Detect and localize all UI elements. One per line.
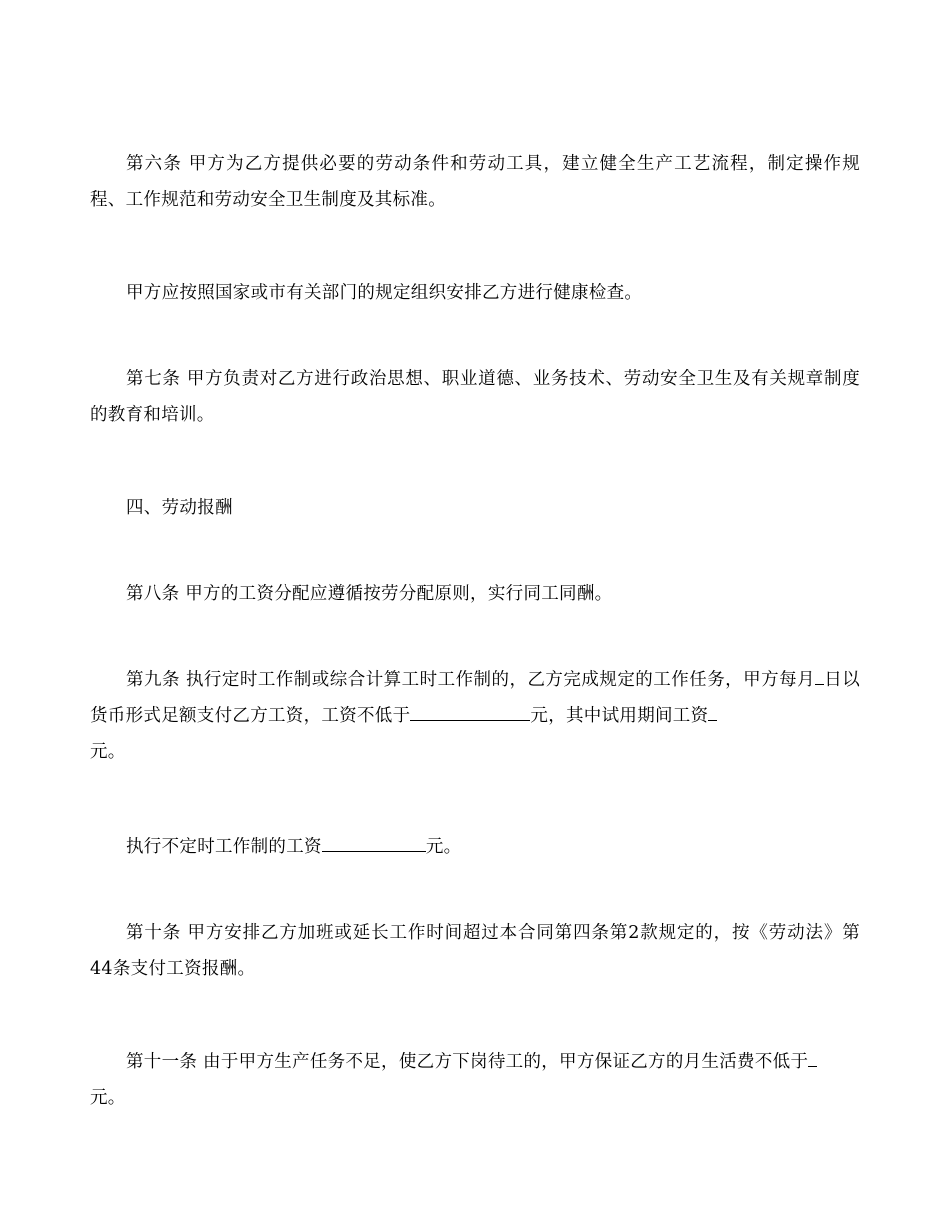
min-wage-blank	[410, 703, 530, 722]
article-9-paragraph	[90, 662, 860, 770]
flexible-hours-paragraph	[90, 829, 860, 865]
flexible-hours-text-b: 元。	[425, 837, 462, 857]
article-9-text-c: 元，其中试用期间工资	[530, 706, 709, 726]
article-10-paragraph: 第十条 甲方安排乙方加班或延长工作时间超过本合同第四条第2款规定的，按《劳动法》第44条支付工资报酬。	[90, 923, 860, 979]
article-11-paragraph	[90, 1044, 860, 1116]
article-11-text-b: 元。	[90, 1088, 126, 1108]
article-6-paragraph: 第六条 甲方为乙方提供必要的劳动条件和劳动工具，建立健全生产工艺流程，制定操作规程、工作规范和劳动安全卫生制度及其标准。	[90, 154, 860, 210]
living-allowance-blank	[808, 1049, 817, 1068]
flexible-wage-blank	[322, 834, 426, 853]
article-9-text-b: 日以货币形式足额支付乙方工资，工资不低于	[90, 670, 860, 726]
article-7-paragraph: 第七条 甲方负责对乙方进行政治思想、职业道德、业务技术、劳动安全卫生及有关规章制度的教育和培训。	[90, 369, 860, 425]
article-9-text-a: 第九条 执行定时工作制或综合计算工时工作制的，乙方完成规定的工作任务，甲方每月	[126, 670, 816, 690]
health-check-paragraph: 甲方应按照国家或市有关部门的规定组织安排乙方进行健康检查。	[126, 283, 643, 303]
flexible-hours-text-a: 执行不定时工作制的工资	[126, 837, 322, 857]
article-9-text-d: 元。	[90, 742, 126, 762]
article-11-text-a: 第十一条 由于甲方生产任务不足，使乙方下岗待工的，甲方保证乙方的月生活费不低于	[126, 1052, 809, 1072]
probation-wage-blank	[708, 703, 717, 722]
article-8-paragraph: 第八条 甲方的工资分配应遵循按劳分配原则，实行同工同酬。	[126, 584, 613, 604]
section-4-heading: 四、劳动报酬	[126, 498, 233, 518]
pay-day-blank	[815, 667, 824, 686]
